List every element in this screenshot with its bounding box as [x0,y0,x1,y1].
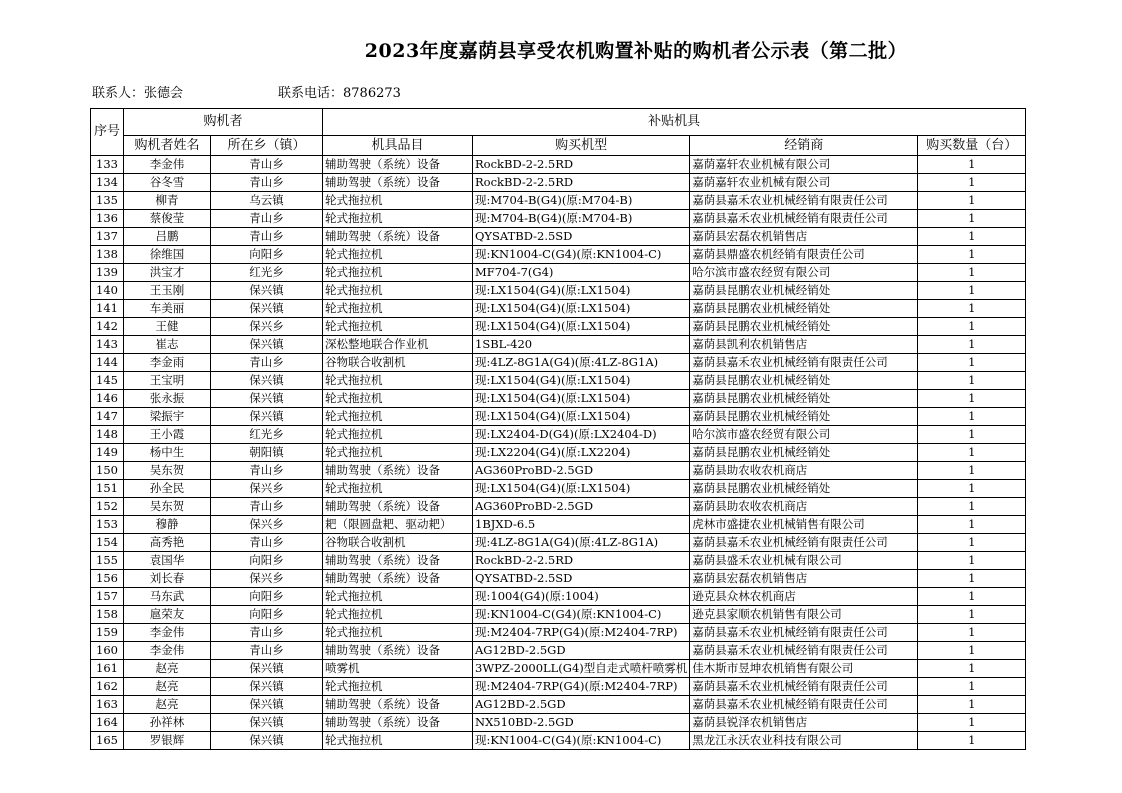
cell-qty: 1 [918,714,1026,732]
cell-dealer: 嘉荫县昆鹏农业机械经销处 [690,480,918,498]
table-row [91,300,1026,318]
cell-dealer: 嘉荫县嘉禾农业机械经销有限责任公司 [690,210,918,228]
cell-qty: 1 [918,534,1026,552]
cell-seq: 151 [91,480,124,498]
table-row [91,372,1026,390]
cell-seq: 157 [91,588,124,606]
cell-qty: 1 [918,552,1026,570]
cell-name: 赵亮 [124,660,211,678]
cell-dealer: 嘉荫县盛禾农业机械有限公司 [690,552,918,570]
cell-name: 吕鹏 [124,228,211,246]
cell-model: 现:LX1504(G4)(原:LX1504) [473,282,690,300]
cell-dealer: 嘉荫县凯利农机销售店 [690,336,918,354]
cell-seq: 164 [91,714,124,732]
header-name: 购机者姓名 [124,136,211,156]
cell-town: 保兴乡 [211,570,323,588]
cell-dealer: 黑龙江永沃农业科技有限公司 [690,732,918,750]
table-row [91,444,1026,462]
cell-model: RockBD-2-2.5RD [473,156,690,174]
cell-category: 辅助驾驶（系统）设备 [323,552,473,570]
cell-name: 李金伟 [124,642,211,660]
cell-dealer: 佳木斯市昱坤农机销售有限公司 [690,660,918,678]
cell-name: 洪宝才 [124,264,211,282]
cell-qty: 1 [918,318,1026,336]
cell-dealer: 嘉荫县助农收农机商店 [690,498,918,516]
cell-seq: 160 [91,642,124,660]
cell-town: 青山乡 [211,228,323,246]
cell-category: 辅助驾驶（系统）设备 [323,570,473,588]
cell-model: QYSATBD-2.5SD [473,570,690,588]
cell-dealer: 嘉荫县嘉禾农业机械经销有限责任公司 [690,642,918,660]
cell-dealer: 嘉荫县昆鹏农业机械经销处 [690,318,918,336]
cell-seq: 143 [91,336,124,354]
header-buyer-group: 购机者 [124,109,323,136]
cell-dealer: 虎林市盛捷农业机械销售有限公司 [690,516,918,534]
cell-name: 孙全民 [124,480,211,498]
contact-phone-number: 8786273 [343,86,401,101]
cell-name: 扈荣友 [124,606,211,624]
cell-town: 红光乡 [211,426,323,444]
cell-category: 轮式拖拉机 [323,606,473,624]
table-row [91,210,1026,228]
cell-town: 保兴镇 [211,696,323,714]
cell-qty: 1 [918,570,1026,588]
cell-model: 现:M2404-7RP(G4)(原:M2404-7RP) [473,624,690,642]
cell-dealer: 嘉荫县助农收农机商店 [690,462,918,480]
cell-category: 轮式拖拉机 [323,246,473,264]
cell-name: 赵亮 [124,696,211,714]
cell-qty: 1 [918,372,1026,390]
table-row [91,462,1026,480]
cell-seq: 142 [91,318,124,336]
cell-town: 乌云镇 [211,192,323,210]
cell-qty: 1 [918,498,1026,516]
cell-qty: 1 [918,336,1026,354]
cell-town: 保兴镇 [211,372,323,390]
header-dealer: 经销商 [690,136,918,156]
cell-dealer: 嘉荫县鼎盛农机经销有限责任公司 [690,246,918,264]
cell-category: 辅助驾驶（系统）设备 [323,642,473,660]
cell-dealer: 嘉荫县嘉禾农业机械经销有限责任公司 [690,354,918,372]
cell-seq: 155 [91,552,124,570]
cell-seq: 158 [91,606,124,624]
cell-dealer: 嘉荫县昆鹏农业机械经销处 [690,282,918,300]
cell-town: 保兴镇 [211,732,323,750]
table-row [91,714,1026,732]
cell-qty: 1 [918,588,1026,606]
cell-dealer: 嘉荫县嘉禾农业机械经销有限责任公司 [690,624,918,642]
contact-person-label: 联系人： [92,86,145,101]
cell-seq: 135 [91,192,124,210]
cell-category: 轮式拖拉机 [323,192,473,210]
cell-seq: 136 [91,210,124,228]
table-row [91,282,1026,300]
cell-dealer: 嘉荫县昆鹏农业机械经销处 [690,408,918,426]
cell-seq: 140 [91,282,124,300]
table-row [91,678,1026,696]
table-row [91,426,1026,444]
cell-dealer: 嘉荫县昆鹏农业机械经销处 [690,300,918,318]
table-row [91,354,1026,372]
table-row [91,480,1026,498]
cell-dealer: 哈尔滨市盛农经贸有限公司 [690,426,918,444]
cell-qty: 1 [918,426,1026,444]
cell-seq: 139 [91,264,124,282]
table-row [91,642,1026,660]
cell-seq: 153 [91,516,124,534]
cell-seq: 133 [91,156,124,174]
cell-dealer: 逊克县家顺农机销售有限公司 [690,606,918,624]
cell-dealer: 嘉荫县昆鹏农业机械经销处 [690,444,918,462]
cell-dealer: 嘉荫县嘉禾农业机械经销有限责任公司 [690,696,918,714]
cell-name: 王小霞 [124,426,211,444]
cell-qty: 1 [918,390,1026,408]
cell-seq: 165 [91,732,124,750]
table-row [91,732,1026,750]
cell-model: NX510BD-2.5GD [473,714,690,732]
cell-seq: 163 [91,696,124,714]
cell-qty: 1 [918,282,1026,300]
cell-name: 张永振 [124,390,211,408]
table-row [91,498,1026,516]
cell-qty: 1 [918,678,1026,696]
cell-dealer: 嘉荫嘉轩农业机械有限公司 [690,174,918,192]
cell-category: 轮式拖拉机 [323,732,473,750]
cell-town: 朝阳镇 [211,444,323,462]
cell-model: 现:LX1504(G4)(原:LX1504) [473,390,690,408]
cell-name: 马东武 [124,588,211,606]
cell-model: 现:LX1504(G4)(原:LX1504) [473,372,690,390]
cell-qty: 1 [918,516,1026,534]
cell-qty: 1 [918,606,1026,624]
cell-town: 青山乡 [211,174,323,192]
cell-model: 现:KN1004-C(G4)(原:KN1004-C) [473,246,690,264]
table-row [91,534,1026,552]
cell-name: 徐维国 [124,246,211,264]
cell-dealer: 嘉荫嘉轩农业机械有限公司 [690,156,918,174]
cell-model: MF704-7(G4) [473,264,690,282]
cell-name: 谷冬雪 [124,174,211,192]
cell-model: 3WPZ-2000LL(G4)型自走式喷杆喷雾机 [473,660,690,678]
cell-category: 谷物联合收割机 [323,354,473,372]
cell-name: 王健 [124,318,211,336]
cell-name: 赵亮 [124,678,211,696]
table-row [91,606,1026,624]
cell-town: 保兴镇 [211,390,323,408]
cell-name: 车美丽 [124,300,211,318]
cell-qty: 1 [918,660,1026,678]
cell-category: 轮式拖拉机 [323,264,473,282]
cell-model: 现:KN1004-C(G4)(原:KN1004-C) [473,732,690,750]
cell-dealer: 嘉荫县嘉禾农业机械经销有限责任公司 [690,192,918,210]
cell-name: 王宝明 [124,372,211,390]
header-seq: 序号 [91,109,124,156]
cell-town: 向阳乡 [211,606,323,624]
cell-town: 保兴乡 [211,516,323,534]
cell-category: 耙（限圆盘耙、驱动耙） [323,516,473,534]
cell-dealer: 嘉荫县嘉禾农业机械经销有限责任公司 [690,534,918,552]
table-row [91,696,1026,714]
cell-town: 红光乡 [211,264,323,282]
cell-model: 现:4LZ-8G1A(G4)(原:4LZ-8G1A) [473,354,690,372]
cell-qty: 1 [918,624,1026,642]
cell-qty: 1 [918,156,1026,174]
cell-seq: 138 [91,246,124,264]
cell-model: 现:M704-B(G4)(原:M704-B) [473,210,690,228]
cell-category: 辅助驾驶（系统）设备 [323,696,473,714]
cell-name: 袁国华 [124,552,211,570]
cell-model: 现:4LZ-8G1A(G4)(原:4LZ-8G1A) [473,534,690,552]
cell-category: 轮式拖拉机 [323,282,473,300]
cell-seq: 154 [91,534,124,552]
table-row [91,156,1026,174]
cell-qty: 1 [918,246,1026,264]
cell-qty: 1 [918,228,1026,246]
cell-category: 轮式拖拉机 [323,444,473,462]
table-row [91,174,1026,192]
cell-seq: 146 [91,390,124,408]
cell-qty: 1 [918,210,1026,228]
header-qty: 购买数量（台） [918,136,1026,156]
cell-name: 李金伟 [124,156,211,174]
cell-model: 现:LX1504(G4)(原:LX1504) [473,408,690,426]
cell-model: QYSATBD-2.5SD [473,228,690,246]
cell-seq: 150 [91,462,124,480]
cell-town: 青山乡 [211,210,323,228]
cell-name: 王玉刚 [124,282,211,300]
cell-dealer: 哈尔滨市盛农经贸有限公司 [690,264,918,282]
cell-qty: 1 [918,408,1026,426]
cell-seq: 137 [91,228,124,246]
cell-name: 罗银辉 [124,732,211,750]
cell-seq: 161 [91,660,124,678]
cell-model: 现:LX2404-D(G4)(原:LX2404-D) [473,426,690,444]
cell-name: 吴东贺 [124,498,211,516]
cell-model: 现:LX1504(G4)(原:LX1504) [473,318,690,336]
cell-name: 杨中生 [124,444,211,462]
cell-dealer: 嘉荫县宏磊农机销售店 [690,228,918,246]
cell-category: 轮式拖拉机 [323,300,473,318]
cell-seq: 145 [91,372,124,390]
cell-name: 李金雨 [124,354,211,372]
cell-name: 柳青 [124,192,211,210]
cell-town: 青山乡 [211,642,323,660]
cell-qty: 1 [918,462,1026,480]
cell-qty: 1 [918,480,1026,498]
cell-town: 青山乡 [211,462,323,480]
table-row [91,660,1026,678]
cell-category: 辅助驾驶（系统）设备 [323,228,473,246]
table-row [91,246,1026,264]
cell-dealer: 嘉荫县嘉禾农业机械经销有限责任公司 [690,678,918,696]
cell-model: AG12BD-2.5GD [473,696,690,714]
cell-category: 轮式拖拉机 [323,372,473,390]
cell-qty: 1 [918,732,1026,750]
cell-town: 保兴乡 [211,480,323,498]
header-subsidy-group: 补贴机具 [323,109,1026,136]
cell-category: 轮式拖拉机 [323,480,473,498]
cell-category: 轮式拖拉机 [323,390,473,408]
cell-category: 辅助驾驶（系统）设备 [323,156,473,174]
cell-model: 现:LX2204(G4)(原:LX2204) [473,444,690,462]
cell-seq: 149 [91,444,124,462]
contact-phone-label: 联系电话： [278,86,344,101]
cell-model: AG360ProBD-2.5GD [473,498,690,516]
cell-qty: 1 [918,642,1026,660]
cell-name: 蔡俊莹 [124,210,211,228]
cell-model: RockBD-2-2.5RD [473,174,690,192]
cell-name: 吴东贺 [124,462,211,480]
cell-category: 辅助驾驶（系统）设备 [323,714,473,732]
cell-model: RockBD-2-2.5RD [473,552,690,570]
contact-phone [278,82,401,101]
table-row [91,408,1026,426]
cell-town: 青山乡 [211,624,323,642]
cell-qty: 1 [918,264,1026,282]
header-category: 机具品目 [323,136,473,156]
cell-qty: 1 [918,192,1026,210]
cell-name: 梁振宇 [124,408,211,426]
cell-model: AG12BD-2.5GD [473,642,690,660]
table-row [91,516,1026,534]
subsidy-table [90,108,1026,750]
cell-seq: 147 [91,408,124,426]
cell-dealer: 嘉荫县昆鹏农业机械经销处 [690,390,918,408]
header-town: 所在乡（镇） [211,136,323,156]
cell-seq: 162 [91,678,124,696]
cell-qty: 1 [918,354,1026,372]
table-row [91,624,1026,642]
cell-town: 青山乡 [211,498,323,516]
cell-category: 辅助驾驶（系统）设备 [323,498,473,516]
cell-category: 喷雾机 [323,660,473,678]
cell-seq: 159 [91,624,124,642]
cell-model: 现:KN1004-C(G4)(原:KN1004-C) [473,606,690,624]
cell-dealer: 嘉荫县昆鹏农业机械经销处 [690,372,918,390]
cell-model: AG360ProBD-2.5GD [473,462,690,480]
cell-seq: 148 [91,426,124,444]
table-row [91,264,1026,282]
cell-model: 现:1004(G4)(原:1004) [473,588,690,606]
page-title: 2023年度嘉荫县享受农机购置补贴的购机者公示表（第二批） [364,40,908,62]
cell-town: 青山乡 [211,156,323,174]
cell-name: 高秀艳 [124,534,211,552]
cell-seq: 156 [91,570,124,588]
cell-category: 轮式拖拉机 [323,624,473,642]
cell-category: 深松整地联合作业机 [323,336,473,354]
table-row [91,192,1026,210]
cell-model: 现:LX1504(G4)(原:LX1504) [473,480,690,498]
cell-name: 孙祥林 [124,714,211,732]
cell-town: 青山乡 [211,354,323,372]
cell-seq: 141 [91,300,124,318]
cell-model: 现:M704-B(G4)(原:M704-B) [473,192,690,210]
cell-dealer: 嘉荫县宏磊农机销售店 [690,570,918,588]
cell-seq: 152 [91,498,124,516]
cell-model: 现:M2404-7RP(G4)(原:M2404-7RP) [473,678,690,696]
cell-town: 保兴镇 [211,300,323,318]
table-row [91,390,1026,408]
cell-category: 轮式拖拉机 [323,426,473,444]
cell-category: 轮式拖拉机 [323,678,473,696]
cell-town: 保兴镇 [211,714,323,732]
cell-model: 1BJXD-6.5 [473,516,690,534]
contact-person [92,82,183,101]
cell-name: 刘长春 [124,570,211,588]
cell-name: 崔志 [124,336,211,354]
contact-person-name: 张德会 [144,86,184,101]
table-row [91,228,1026,246]
cell-category: 轮式拖拉机 [323,210,473,228]
cell-town: 保兴镇 [211,660,323,678]
cell-town: 保兴镇 [211,678,323,696]
cell-town: 保兴镇 [211,282,323,300]
table-row [91,336,1026,354]
cell-category: 轮式拖拉机 [323,588,473,606]
header-model: 购买机型 [473,136,690,156]
cell-dealer: 嘉荫县锐泽农机销售店 [690,714,918,732]
cell-qty: 1 [918,174,1026,192]
cell-category: 辅助驾驶（系统）设备 [323,462,473,480]
cell-town: 青山乡 [211,534,323,552]
cell-category: 辅助驾驶（系统）设备 [323,174,473,192]
cell-seq: 134 [91,174,124,192]
cell-name: 穆静 [124,516,211,534]
cell-model: 现:LX1504(G4)(原:LX1504) [473,300,690,318]
table-row [91,588,1026,606]
cell-town: 保兴乡 [211,318,323,336]
cell-qty: 1 [918,444,1026,462]
cell-town: 向阳乡 [211,588,323,606]
cell-qty: 1 [918,300,1026,318]
cell-category: 谷物联合收割机 [323,534,473,552]
cell-seq: 144 [91,354,124,372]
cell-name: 李金伟 [124,624,211,642]
cell-dealer: 逊克县众林农机商店 [690,588,918,606]
cell-town: 保兴镇 [211,408,323,426]
cell-town: 向阳乡 [211,552,323,570]
table-row [91,318,1026,336]
cell-category: 轮式拖拉机 [323,318,473,336]
cell-model: 1SBL-420 [473,336,690,354]
table-row [91,552,1026,570]
cell-qty: 1 [918,696,1026,714]
table-row [91,570,1026,588]
cell-category: 轮式拖拉机 [323,408,473,426]
cell-town: 向阳乡 [211,246,323,264]
cell-town: 保兴镇 [211,336,323,354]
